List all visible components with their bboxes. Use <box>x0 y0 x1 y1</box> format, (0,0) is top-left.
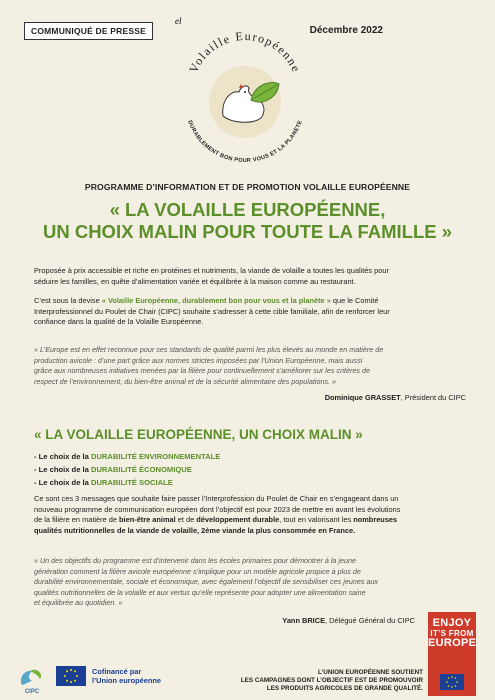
section-heading: « LA VOLAILLE EUROPÉENNE, UN CHOIX MALIN » <box>34 427 363 442</box>
bullet-social: - Le choix de la DURABILITÉ SOCIALE <box>34 478 173 487</box>
volaille-europeenne-logo <box>175 14 315 164</box>
cipc-logo <box>14 665 50 695</box>
quote-brice: « Un des objectifs du programme est d’intervenir dans les écoles primaires pour démontrer à la jeune génération comment la filière avicole européenne s’implique pour un modèle agricole propice à plus de durabilité environnementale, sociale et économique, avec également l’objectif de sensibiliser ces jeunes aux qualités nutritionnelles de la volaille et aux vertus qu’elle représente pour adopter une alimentation saine et équilibrée au quotidien. » <box>34 556 379 608</box>
logo-bottom-text: DURABLEMENT BON POUR VOUS ET LA PLANÈTE <box>186 119 304 164</box>
svg-text:CIPC: CIPC <box>24 689 40 695</box>
motto: « Volaille Européenne, durablement bon pour vous et la planète » <box>101 296 331 305</box>
eu-support-statement: L’UNION EUROPÉENNE SOUTIENT LES CAMPAGNES DONT L’OBJECTIF EST DE PROMOUVOIR LES PRODUITS AGRICOLES DE GRANDE QUALITÉ. <box>240 669 423 692</box>
main-headline: « LA VOLAILLE EUROPÉENNE, UN CHOIX MALIN POUR TOUTE LA FAMILLE » <box>42 199 453 242</box>
logo-el-text: el <box>175 16 182 26</box>
program-kicker: PROGRAMME D’INFORMATION ET DE PROMOTION VOLAILLE EUROPÉENNE <box>84 182 411 192</box>
bullet-environmental: - Le choix de la DURABILITÉ ENVIRONNEMENTALE <box>34 452 221 461</box>
signature-brice: Yann BRICE, Délégué Général du CIPC <box>282 616 415 625</box>
eu-flag-icon <box>440 674 464 690</box>
logo-top-text: Volaille Européenne <box>186 28 304 76</box>
enjoy-its-from-europe-badge: ENJOY IT’S FROM EUROPE <box>428 612 476 696</box>
press-release-badge: COMMUNIQUÉ DE PRESSE <box>24 22 153 40</box>
intro-paragraph-2: C’est sous la devise « Volaille Européenne, durablement bon pour vous et la planète » que le Comité Interprofessionnel du Poulet de Chair (CIPC) souhaite s’adresser à cette cible familiale, afin de renforcer leur confiance dans la qualité de la Volaille Européenne. <box>34 296 390 327</box>
quote-grasset: « L’Europe est en effet reconnue pour ses standards de qualité parmi les plus élevés au monde en matière de production avicole : d’une part grâce aux normes strictes imposées par l’Union Européenne, mais aussi grâce aux nombreuses initiatives menées par la filière pour continuellement s’améliorer sur les critères de respect de l’environnement, du bien-être animal et de la sécurité alimentaire des populations. » <box>34 345 384 386</box>
release-date: Décembre 2022 <box>309 25 383 36</box>
body-paragraph: Ce sont ces 3 messages que souhaite faire passer l’Interprofession du Poulet de Chair en s’engageant dans un nouveau programme de communication européen dont l’objectif est pour 2023 de mettre en avant les évolutions de la filière en matière de bien-être animal et de développement durable, tout en valorisant les nombreuses qualités nutritionnelles de la viande de volaille, 2ème viande la plus consommée en France. <box>34 494 401 535</box>
eu-flag-icon <box>56 666 86 686</box>
intro-paragraph-1: Proposée à prix accessible et riche en protéines et nutriments, la viande de volaille a toutes les qualités pour séduire les familles, en quête d’alimentation variée et équilibrée à la maison comme au restaurant. <box>34 266 389 286</box>
bullet-economic: - Le choix de la DURABILITÉ ÉCONOMIQUE <box>34 465 192 474</box>
signature-grasset: Dominique GRASSET, Président du CIPC <box>324 393 466 402</box>
